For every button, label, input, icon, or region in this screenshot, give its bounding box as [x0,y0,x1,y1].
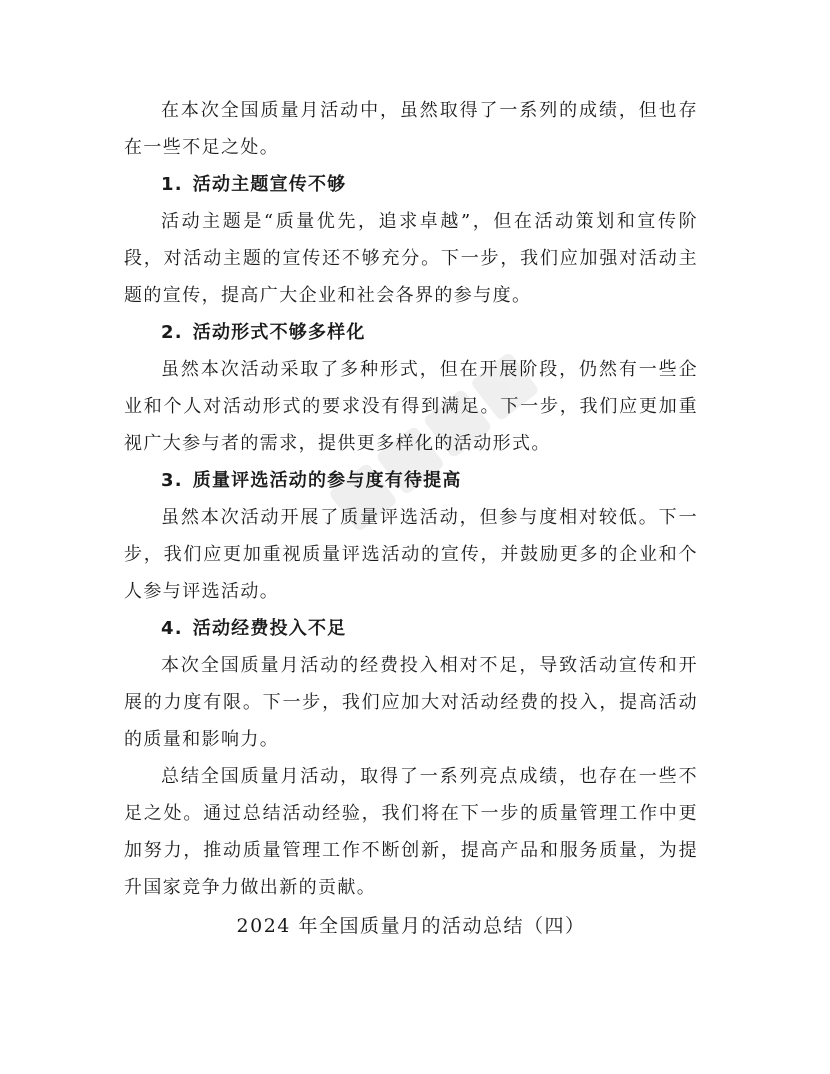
section-1-number: 1. [161,174,183,195]
section-2-body: 虽然本次活动采取了多种形式，但在开展阶段，仍然有一些企业和个人对活动形式的要求没有得到满足。下一步，我们应更加重视广大参与者的需求，提供更多样化的活动形式。 [124,359,698,454]
section-2-title: 活动形式不够多样化 [192,322,366,343]
section-4-title: 活动经费投入不足 [192,618,347,639]
section-1-heading [124,166,698,203]
section-3-heading [124,462,698,499]
intro-paragraph: 在本次全国质量月活动中，虽然取得了一系列的成绩，但也存在一些不足之处。 [124,100,698,158]
section-1-title: 活动主题宣传不够 [192,174,347,195]
section-3-body: 虽然本次活动开展了质量评选活动，但参与度相对较低。下一步，我们应更加重视质量评选活动的宣传，并鼓励更多的企业和个人参与评选活动。 [124,507,698,602]
section-1-body: 活动主题是“质量优先，追求卓越”，但在活动策划和宣传阶段，对活动主题的宣传还不够充分。下一步，我们应加强对活动主题的宣传，提高广大企业和社会各界的参与度。 [124,211,698,306]
next-section-title: 2024 年全国质量月的活动总结（四） [236,915,586,937]
section-4-body: 本次全国质量月活动的经费投入相对不足，导致活动宣传和开展的力度有限。下一步，我们应加大对活动经费的投入，提高活动的质量和影响力。 [124,655,698,750]
conclusion-paragraph: 总结全国质量月活动，取得了一系列亮点成绩，也存在一些不足之处。通过总结活动经验，我们将在下一步的质量管理工作中更加努力，推动质量管理工作不断创新，提高产品和服务质量，为提升国家竞争力做出新的贡献。 [124,766,698,898]
section-3-title: 质量评选活动的参与度有待提高 [192,470,462,491]
section-2-number: 2. [161,322,183,343]
section-2-heading [124,314,698,351]
document-page [124,92,698,944]
section-4-number: 4. [161,618,183,639]
section-4-heading [124,610,698,647]
section-3-number: 3. [161,470,183,491]
